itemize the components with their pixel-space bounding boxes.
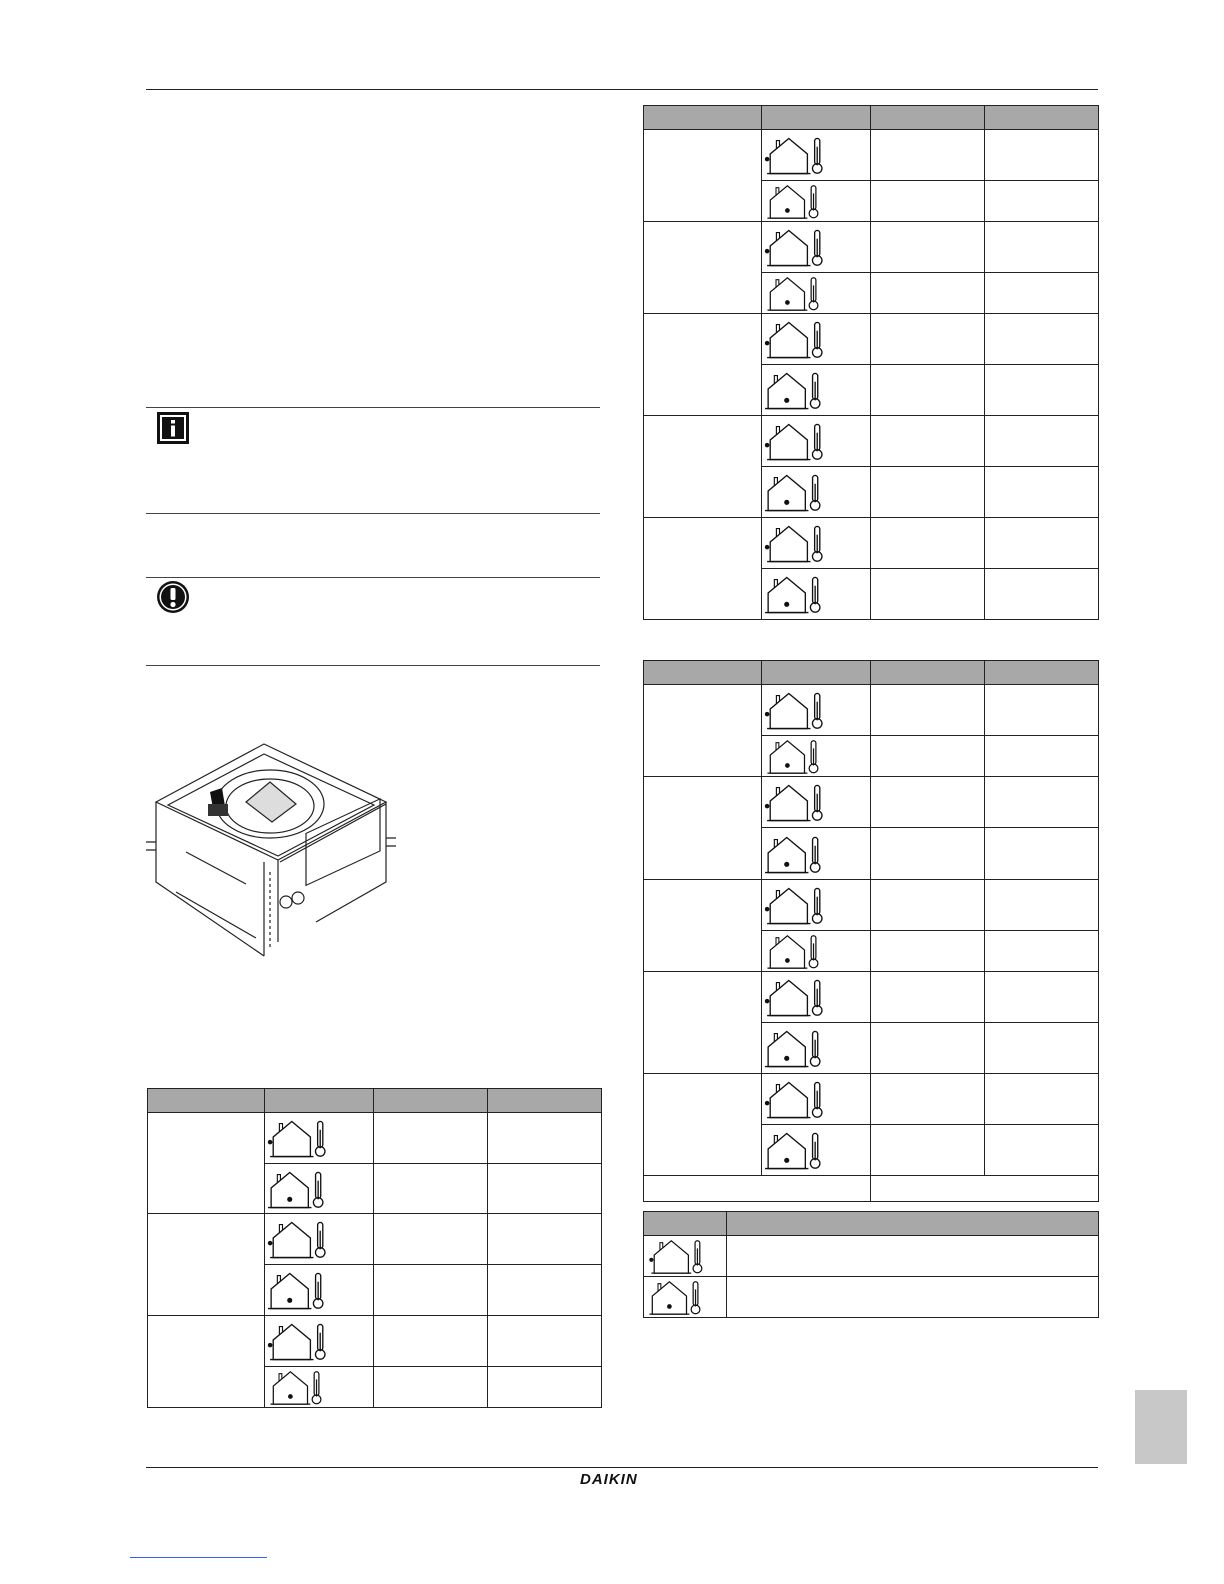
table-cell <box>985 685 1099 736</box>
house-thermometer-outside-icon <box>644 1236 727 1277</box>
table-cell <box>374 1113 488 1164</box>
link-underline[interactable] <box>130 1557 267 1558</box>
table-cell <box>644 777 762 880</box>
legend-description <box>727 1277 1099 1318</box>
header-cell <box>644 106 762 130</box>
table-cell <box>644 880 762 972</box>
house-thermometer-outside-icon <box>762 222 871 273</box>
table-cell <box>644 416 762 518</box>
table-cell <box>985 828 1099 880</box>
table-bottom-left <box>147 1088 602 1408</box>
table-cell <box>985 931 1099 972</box>
table-cell <box>871 1074 985 1125</box>
table-footer-cell <box>644 1176 871 1202</box>
table-cell <box>488 1113 602 1164</box>
house-thermometer-inside-icon <box>762 931 871 972</box>
table-cell <box>644 518 762 620</box>
table-cell <box>871 467 985 518</box>
table-cell <box>985 569 1099 620</box>
table-cell <box>871 130 985 181</box>
house-thermometer-outside-icon <box>762 880 871 931</box>
table-top-right <box>643 105 1099 620</box>
house-thermometer-inside-icon <box>762 1023 871 1074</box>
table-cell <box>985 181 1099 222</box>
info-icon <box>155 410 191 446</box>
legend-table <box>643 1211 1099 1318</box>
house-thermometer-outside-icon <box>265 1214 374 1265</box>
warning-note-top-rule <box>146 577 600 578</box>
cassette-unit-illustration <box>146 742 396 960</box>
table-cell <box>871 569 985 620</box>
table-cell <box>871 777 985 828</box>
table-cell <box>871 314 985 365</box>
daikin-logo: DAIKIN <box>580 1471 638 1488</box>
table-cell <box>871 828 985 880</box>
header-cell <box>871 661 985 685</box>
table-cell <box>985 880 1099 931</box>
table-cell <box>871 1125 985 1176</box>
table-cell <box>488 1316 602 1367</box>
house-thermometer-outside-icon <box>762 416 871 467</box>
info-note-top-rule <box>146 407 600 408</box>
table-cell <box>985 314 1099 365</box>
warning-note-bottom-rule <box>146 665 600 666</box>
table-cell <box>148 1113 265 1214</box>
house-thermometer-outside-icon <box>762 685 871 736</box>
house-thermometer-inside-icon <box>762 467 871 518</box>
table-cell <box>985 130 1099 181</box>
table-cell <box>644 130 762 222</box>
header-cell <box>644 661 762 685</box>
table-cell <box>871 181 985 222</box>
table-cell <box>985 416 1099 467</box>
table-cell <box>374 1367 488 1408</box>
exclamation-icon <box>155 579 191 615</box>
table-cell <box>148 1316 265 1408</box>
table-cell <box>871 972 985 1023</box>
legend-description <box>727 1236 1099 1277</box>
house-thermometer-inside-icon <box>265 1367 374 1408</box>
house-thermometer-inside-icon <box>762 569 871 620</box>
house-thermometer-outside-icon <box>762 130 871 181</box>
table-cell <box>985 365 1099 416</box>
table-cell <box>871 222 985 273</box>
house-thermometer-inside-icon <box>762 736 871 777</box>
table-cell <box>374 1164 488 1214</box>
header-cell <box>265 1089 374 1113</box>
house-thermometer-outside-icon <box>762 777 871 828</box>
legend-header-cell <box>727 1212 1099 1236</box>
table-bottom-right <box>643 660 1099 1202</box>
table-cell <box>644 685 762 777</box>
table-cell <box>985 1125 1099 1176</box>
table-cell <box>374 1316 488 1367</box>
header-cell <box>148 1089 265 1113</box>
house-thermometer-inside-icon <box>762 828 871 880</box>
table-cell <box>871 931 985 972</box>
house-thermometer-outside-icon <box>265 1316 374 1367</box>
table-cell <box>488 1265 602 1316</box>
house-thermometer-outside-icon <box>762 314 871 365</box>
table-cell <box>985 273 1099 314</box>
table-cell <box>871 736 985 777</box>
table-cell <box>488 1164 602 1214</box>
house-thermometer-outside-icon <box>762 972 871 1023</box>
table-cell <box>488 1214 602 1265</box>
house-thermometer-inside-icon <box>762 181 871 222</box>
table-cell <box>985 518 1099 569</box>
house-thermometer-inside-icon <box>644 1277 727 1318</box>
table-cell <box>644 972 762 1074</box>
house-thermometer-outside-icon <box>762 1074 871 1125</box>
house-thermometer-inside-icon <box>762 273 871 314</box>
table-cell <box>871 365 985 416</box>
table-cell <box>148 1214 265 1316</box>
house-thermometer-inside-icon <box>265 1164 374 1214</box>
table-cell <box>985 467 1099 518</box>
section-tab <box>1135 1390 1187 1464</box>
header-cell <box>762 661 871 685</box>
table-cell <box>985 222 1099 273</box>
house-thermometer-outside-icon <box>762 518 871 569</box>
table-cell <box>374 1214 488 1265</box>
table-cell <box>985 972 1099 1023</box>
header-cell <box>871 106 985 130</box>
table-cell <box>985 736 1099 777</box>
table-cell <box>985 777 1099 828</box>
table-cell <box>985 1074 1099 1125</box>
footer-rule <box>146 1467 1098 1468</box>
table-cell <box>871 1023 985 1074</box>
header-cell <box>985 106 1099 130</box>
header-cell <box>985 661 1099 685</box>
header-cell <box>488 1089 602 1113</box>
header-cell <box>374 1089 488 1113</box>
header-cell <box>762 106 871 130</box>
house-thermometer-inside-icon <box>762 1125 871 1176</box>
table-cell <box>644 314 762 416</box>
table-cell <box>488 1367 602 1408</box>
table-cell <box>644 1074 762 1176</box>
table-cell <box>871 416 985 467</box>
table-cell <box>871 518 985 569</box>
house-thermometer-inside-icon <box>265 1265 374 1316</box>
table-cell <box>871 273 985 314</box>
header-rule <box>146 89 1098 90</box>
house-thermometer-outside-icon <box>265 1113 374 1164</box>
info-note-bottom-rule <box>146 513 600 514</box>
legend-header-cell <box>644 1212 727 1236</box>
table-cell <box>871 685 985 736</box>
house-thermometer-inside-icon <box>762 365 871 416</box>
table-footer-cell <box>871 1176 1099 1202</box>
table-cell <box>871 880 985 931</box>
table-cell <box>644 222 762 314</box>
table-cell <box>985 1023 1099 1074</box>
table-cell <box>374 1265 488 1316</box>
